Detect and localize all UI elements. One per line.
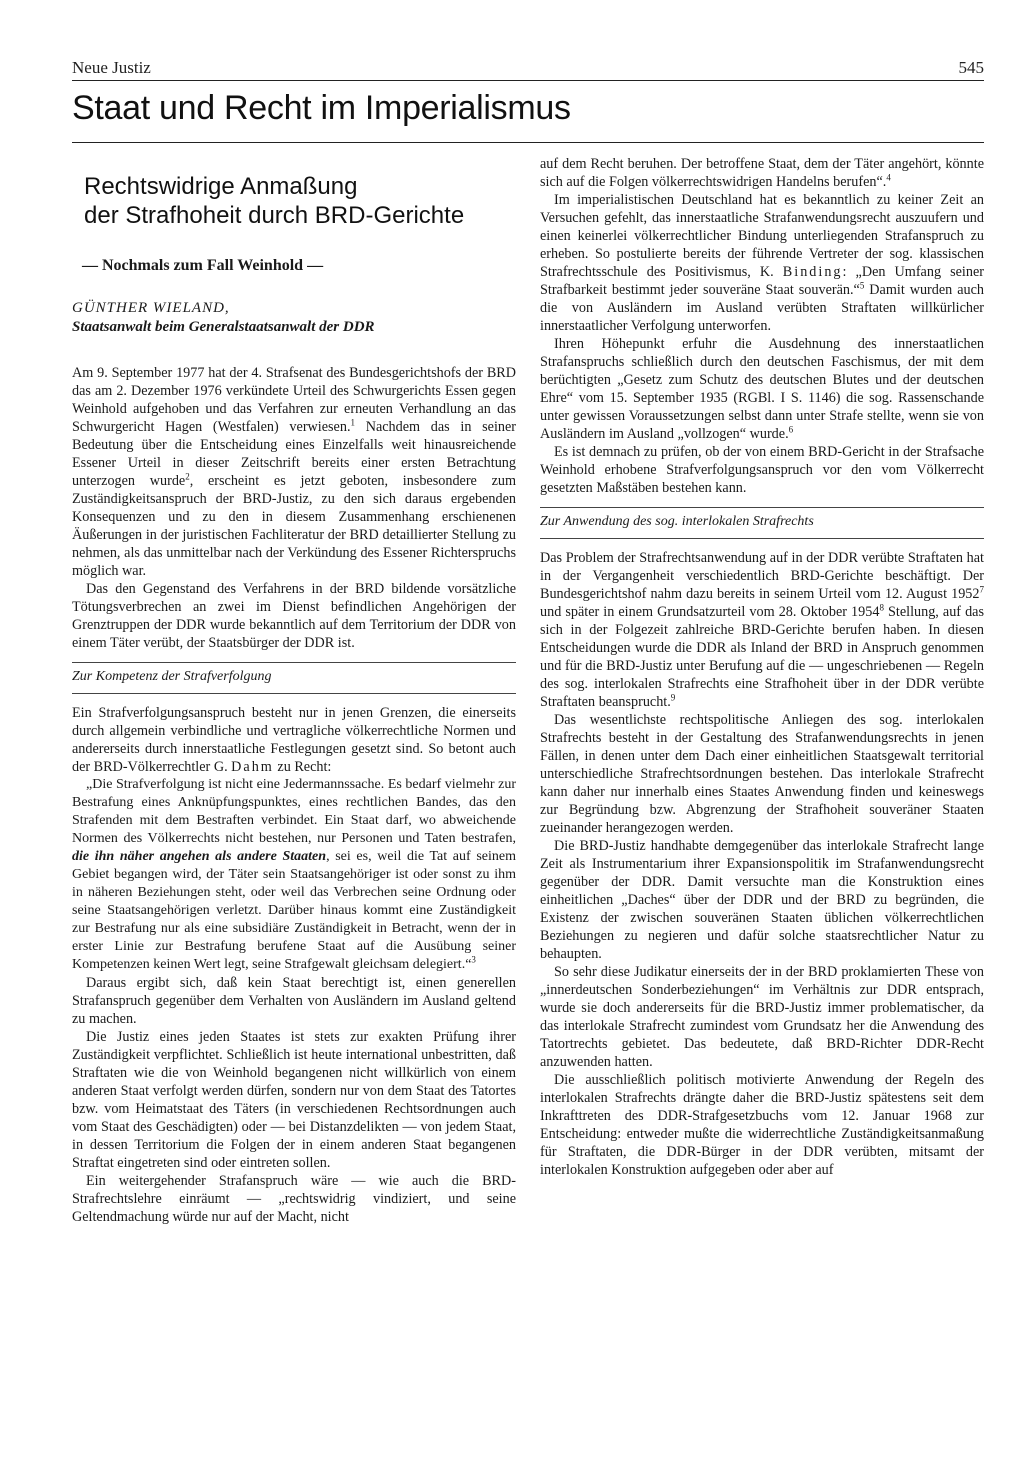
spaced-name: Dahm [231, 758, 274, 775]
footnote-ref: 7 [979, 584, 984, 595]
paragraph: Die ausschließlich politisch motivierte Anwendung der Regeln des interlokalen Strafrechts drängte daher die BRD-Justiz spätestens seit dem Inkrafttreten des DDR-Strafgesetzbuchs vom 12. Januar 1968 zur Entscheidung: entweder mußte die widerrechtliche Zuständigkeitsanmaßung für Straftaten, die DDR-Bürger in der DDR verübten, mitsamt der interlokalen Konstruktion aufgegeben oder aber auf [540, 1072, 984, 1178]
footnote-ref: 6 [788, 424, 794, 435]
paragraph: Ein Strafverfolgungsanspruch besteht nur in jenen Grenzen, die einerseits durch allgemein verbindliche und vertragliche völkerrechtliche Normen und andererseits durch innerstaatliche Festlegungen gesetzt sind. So betont auch der BRD-Völkerrechtler G. Dahm zu Recht: [72, 704, 516, 775]
block-quote: „Die Strafverfolgung ist nicht eine Jedermannssache. Es bedarf vielmehr zur Bestrafung eines Anknüpfungspunktes, eines rechtlichen Bandes, das den Strafenden mit dem Bestraften verbindet. Ein Staat darf, wo abweichende Normen des Völkerrechts nicht bestehen, nur Personen und Taten bestrafen, die ihn näher angehen als andere Staaten, sei es, weil die Tat auf seinem Gebiet begangen wird, der Täter sein Staatsangehöriger ist oder sonst zu ihm in näheren Beziehungen steht, oder weil das Verbrechen seine Ordnung oder seine Staatsangehörigen verletzt. Darüber hinaus kommt eine Zuständigkeit zur Bestrafung nur als eine subsidiäre Zuständigkeit in Betracht, wenn der in erster Linie zur Bestrafung berufene Staat auf die Ausübung seiner Kompetenzen keinen Wert legt, seine Strafgewalt gleichsam delegiert.“$^3$ [72, 776, 516, 972]
footnote-ref: 5 [859, 280, 865, 291]
paragraph: Am 9. September 1977 hat der 4. Strafsenat des Bundesgerichtshofs der BRD das am 2. Dezember 1976 verkündete Urteil des Schwurgerichts Essen gegen Weinhold aufgehoben und das Verfahren zur erneuten Verhandlung an das Schwurgericht Hagen (Westfalen) verwiesen.$^1$ Nachdem das in seiner Bedeutung über die Entscheidung eines Einzelfalls weit hinausreichende Essener Urteil in dieser Zeitschrift bereits einer ersten Betrachtung unterzogen wurde$^2$, erscheint es jetzt geboten, insbesondere zum Zuständigkeitsanspruch der BRD-Justiz, zu den sich daraus ergebenden Konsequenzen und zu den in diesem Zusammenhang erschienenen Äußerungen in der juristischen Fachliteratur der BRD detaillierter Stellung zu nehmen, als das unmittelbar nach der Verkündung des Essener Richterspruchs möglich war. [72, 364, 517, 579]
right-column [540, 155, 984, 1226]
subheading-interlocal-law: Zur Anwendung des sog. interlokalen Strafrechts [540, 507, 984, 539]
article-subtitle: — Nochmals zum Fall Weinhold — [82, 256, 324, 274]
article-columns [72, 155, 984, 1226]
paragraph: Die BRD-Justiz handhabte demgegenüber das interlokale Strafrecht lange Zeit als Instrumentarium ihrer Expansionspolitik im Strafanwendungsrecht gegenüber der DDR. Damit versuchte man die Konstruktion eines einheitlichen „Daches“ über der DDR und der BRD zu begründen, die Existenz der zwischen souveränen Staaten üblichen völkerrechtlichen Beziehungen zu negieren und dafür solche staatsrechtlicher Natur zu behaupten. [540, 838, 984, 962]
paragraph: So sehr diese Judikatur einerseits der in der BRD proklamierten These von „innerdeutschen Sonderbeziehungen“ im Verhältnis zur DDR entsprach, wurde sie doch andererseits für die BRD-Justiz immer problematischer, da das interlokale Strafrecht zumindest vom Grundsatz her die Anwendung des Tatortrechts gebietet. Das bedeutete, daß BRD-Richter DDR-Recht anzuwenden hatten. [540, 964, 984, 1070]
author-name: GÜNTHER WIELAND, [72, 299, 230, 316]
paragraph: Ein weitergehender Strafanspruch wäre — wie auch die BRD-Strafrechtslehre einräumt — „rechtswidrig vindiziert, und seine Geltendmachung würde nur auf der Macht, nicht [72, 1172, 516, 1225]
paragraph: Es ist demnach zu prüfen, ob der von einem BRD-Gericht in der Strafsache Weinhold erhobene Strafverfolgungsanspruch vor den vom Völkerrecht gesetzten Maßstäben bestehen kann. [540, 444, 984, 496]
spaced-name: Binding [782, 264, 843, 280]
footnote-ref: 8 [879, 602, 884, 613]
running-head [72, 58, 984, 81]
page-number: 545 [958, 58, 984, 77]
article-title [84, 173, 516, 231]
footnote-ref: 1 [350, 416, 355, 427]
journal-name: Neue Justiz [72, 58, 151, 77]
author-block [72, 299, 516, 338]
paragraph: Das wesentlichste rechtspolitische Anliegen des sog. interlokalen Strafrechts besteht in der Gestaltung des Strafanwendungsrechts in jenen Fällen, in denen unter dem Dach einer einheitlichen Staatsgewalt territorial unterschiedliche Strafrechtsordnungen bestehen. Das interlokale Strafrecht kann daher nur innerhalb eines Staates Anwendung finden und keineswegs zur Begründung bzw. Abgrenzung der Strafhoheit souveräner Staaten zueinander herangezogen werden. [540, 712, 984, 836]
paragraph: Die Justiz eines jeden Staates ist stets zur exakten Prüfung ihrer Zuständigkeit verpflichtet. Schließlich ist heute international unbestritten, daß Straftaten wie die von Weinhold begangenen nicht willkürlich von einem anderen Staat verfolgt werden dürfen, sondern nur von dem Staat des Tatortes bzw. vom Heimatstaat des Täters (in verschiedenen Rechtsordnungen auch vom Staat des Geschädigten) oder — bei Distanzdelikten — von jedem Staat, in dessen Territorium die Folgen der in einem anderen Staat begangenen Straftat eingetreten sind oder eintreten sollen. [72, 1028, 516, 1171]
paragraph: Daraus ergibt sich, daß kein Staat berechtigt ist, einen generellen Strafanspruch gegenüber dem Verhalten von Ausländern im Ausland geltend zu machen. [72, 974, 516, 1027]
section-divider [72, 142, 984, 143]
footnote-ref: 2 [185, 470, 190, 481]
emphasis: die ihn näher angehen als andere Staaten [72, 848, 327, 864]
section-title: Staat und Recht im Imperialismus [72, 89, 571, 127]
paragraph: Im imperialistischen Deutschland hat es bekanntlich zu keiner Zeit an Versuchen gefehlt, das innerstaatliche Strafanwendungsrecht auszuufern und einen keinerlei völkerrechtlicher Bindung unterliegenden Strafanspruch zu erheben. So postulierte bereits der führende Vertreter der sog. klassischen Strafrechtsschule des Positivismus, K. Binding: „Den Umfang seiner Strafbarkeit bestimmt jeder souveräne Staat souverän.“$^5$ Damit wurden auch die von Ausländern im Ausland verübten Straftaten willkürlicher innerstaatlicher Verfolgung unterworfen. [540, 192, 984, 334]
footnote-ref: 9 [670, 692, 676, 703]
left-column [72, 155, 516, 1226]
footnote-ref: 4 [886, 172, 891, 183]
paragraph: Ihren Höhepunkt erfuhr die Ausdehnung des innerstaatlichen Strafanspruchs schließlich durch den deutschen Faschismus, der mit dem berüchtigten „Gesetz zum Schutz des deutschen Blutes und der deutschen Ehre“ vom 15. September 1935 (RGBl. I S. 1146) die sog. Rassenschande unter gewissen Voraussetzungen selbst dann unter Strafe stellte, wenn sie von Ausländern im Ausland „vollzogen“ wurde.$^6$ [540, 336, 984, 442]
article-title-line-1: Rechtswidrige Anmaßung [84, 173, 358, 200]
subheading-competence: Zur Kompetenz der Strafverfolgung [72, 662, 516, 694]
footnote-ref: 3 [471, 953, 476, 964]
article-title-line-2: der Strafhoheit durch BRD-Gerichte [84, 201, 465, 229]
paragraph: Das den Gegenstand des Verfahrens in der BRD bildende vorsätzliche Tötungsverbrechen an zwei im Dienst befindlichen Angehörigen der Grenztruppen der DDR wurde bekanntlich auf dem Territorium der DDR von einem Täter verübt, der Staatsbürger der DDR ist. [72, 580, 516, 651]
author-affiliation: Staatsanwalt beim Generalstaatsanwalt der DDR [72, 319, 375, 336]
journal-page [72, 58, 984, 1226]
paragraph: auf dem Recht beruhen. Der betroffene Staat, dem der Täter angehört, könnte sich auf die Folgen völkerrechtswidrigen Handelns berufen“.$^4$ [540, 156, 984, 190]
paragraph: Das Problem der Strafrechtsanwendung auf in der DDR verübte Straftaten hat in der Vergangenheit verschiedentlich BRD-Gerichte beschäftigt. Der Bundesgerichtshof nahm dazu bereits in seinem Urteil vom 12. August 1952$^7$ und später in einem Grundsatzurteil vom 28. Oktober 1954$^8$ Stellung, auf das sich in der Folgezeit zahlreiche BRD-Gerichte berufen haben. In diesen Entscheidungen wurde die DDR als Inland der BRD in Anspruch genommen und für die BRD-Justiz unter Berufung auf die — ungeschriebenen — Regeln des sog. interlokalen Strafrechts eine Strafhoheit über in der DDR verübte Straftaten beansprucht.$^9$ [540, 550, 984, 710]
